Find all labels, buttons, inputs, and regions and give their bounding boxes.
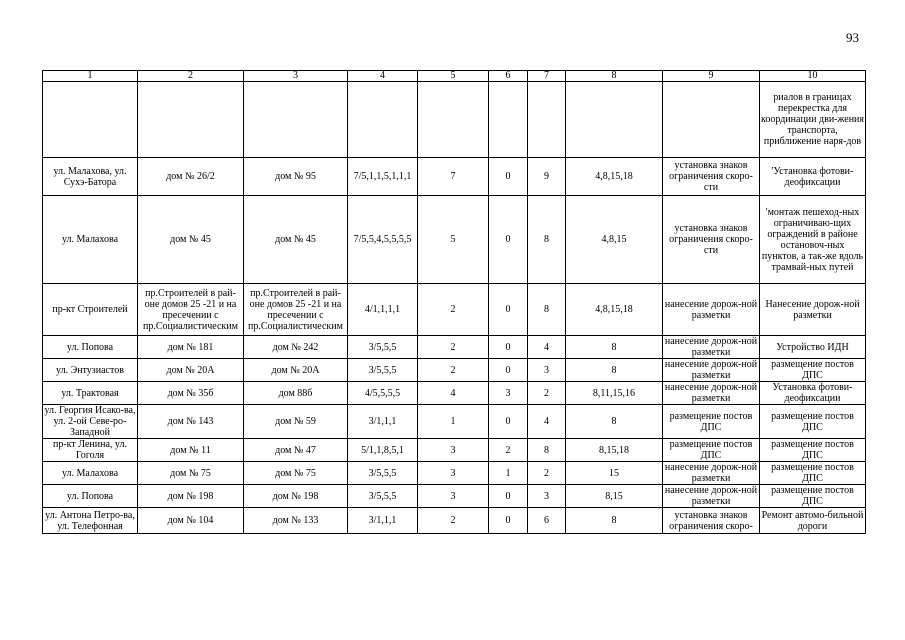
table-cell: пр-кт Ленина, ул. Гоголя — [43, 439, 138, 462]
table-cell: нанесение дорож-ной разметки — [663, 462, 760, 485]
table-cell: ул. Энтузиастов — [43, 359, 138, 382]
header-cell: 3 — [244, 71, 348, 82]
table-cell: 8 — [528, 439, 566, 462]
table-cell: ул. Малахова — [43, 462, 138, 485]
table-cell: 2 — [418, 359, 489, 382]
table-cell: Нанесение дорож-ной разметки — [760, 284, 866, 336]
table-cell: 4,8,15,18 — [566, 284, 663, 336]
table-cell: 4 — [528, 336, 566, 359]
table-cell: 0 — [489, 359, 528, 382]
table-cell: пр.Строителей в рай-оне домов 25 -21 и на пресечении с пр.Социалистическим — [244, 284, 348, 336]
table-cell: ул. Антона Петро-ва, ул. Телефонная — [43, 508, 138, 534]
table-cell: размещение постов ДПС — [760, 359, 866, 382]
header-cell: 9 — [663, 71, 760, 82]
table-cell: 3 — [418, 485, 489, 508]
table-cell: 'Установка фотови-деофиксации — [760, 158, 866, 196]
table-cell — [418, 82, 489, 158]
table-cell: 8 — [566, 508, 663, 534]
table-cell: 8,15,18 — [566, 439, 663, 462]
table-cell: дом № 26/2 — [138, 158, 244, 196]
table-cell: дом № 20А — [138, 359, 244, 382]
table-cell: 5/1,1,8,5,1 — [348, 439, 418, 462]
table-row — [43, 462, 866, 485]
table-cell — [528, 82, 566, 158]
table-cell: дом № 59 — [244, 405, 348, 439]
table-cell: 2 — [418, 336, 489, 359]
table-header-row — [43, 71, 866, 82]
table-cell: размещение постов ДПС — [760, 485, 866, 508]
table-cell: дом № 11 — [138, 439, 244, 462]
table-cell: установка знаков ограничения скоро- — [663, 508, 760, 534]
table-cell: 4/1,1,1,1 — [348, 284, 418, 336]
table-cell: дом № 198 — [244, 485, 348, 508]
table-cell: 5 — [418, 196, 489, 284]
table-cell: Ремонт автомо-бильной дороги — [760, 508, 866, 534]
table-cell: нанесение дорож-ной разметки — [663, 485, 760, 508]
table-cell: ул. Трактовая — [43, 382, 138, 405]
table-cell — [566, 82, 663, 158]
table-row — [43, 439, 866, 462]
header-cell: 8 — [566, 71, 663, 82]
table-cell: дом № 133 — [244, 508, 348, 534]
table-cell: 8,15 — [566, 485, 663, 508]
table-cell — [43, 82, 138, 158]
table-cell: 9 — [528, 158, 566, 196]
table-cell: 6 — [528, 508, 566, 534]
table-cell: дом № 104 — [138, 508, 244, 534]
table-row — [43, 382, 866, 405]
table-cell: 0 — [489, 508, 528, 534]
table-cell: 8,11,15,16 — [566, 382, 663, 405]
table-cell: 0 — [489, 196, 528, 284]
table-cell: пр.Строителей в рай-оне домов 25 -21 и на пресечении с пр.Социалистическим — [138, 284, 244, 336]
table-cell: 15 — [566, 462, 663, 485]
table-cell — [348, 82, 418, 158]
table-cell: 2 — [528, 382, 566, 405]
table-cell: 2 — [489, 439, 528, 462]
header-cell: 10 — [760, 71, 866, 82]
header-cell: 7 — [528, 71, 566, 82]
table-cell: дом № 20А — [244, 359, 348, 382]
table-cell: 3 — [528, 359, 566, 382]
table-cell: 8 — [566, 405, 663, 439]
header-cell: 1 — [43, 71, 138, 82]
table-row — [43, 508, 866, 534]
table-cell: нанесение дорож-ной разметки — [663, 284, 760, 336]
table-cell: дом № 45 — [138, 196, 244, 284]
table-cell: установка знаков ограничения скоро-сти — [663, 196, 760, 284]
table-cell: 8 — [528, 284, 566, 336]
table-cell: дом № 75 — [244, 462, 348, 485]
table-row — [43, 485, 866, 508]
table-cell: 3/5,5,5 — [348, 336, 418, 359]
header-cell: 4 — [348, 71, 418, 82]
table-cell: 4,8,15,18 — [566, 158, 663, 196]
table-cell: дом № 198 — [138, 485, 244, 508]
header-cell: 2 — [138, 71, 244, 82]
table-cell: 1 — [418, 405, 489, 439]
table-cell: 3 — [489, 382, 528, 405]
table-cell: 0 — [489, 284, 528, 336]
table-cell: 8 — [566, 359, 663, 382]
table-cell: 2 — [418, 284, 489, 336]
table-cell: размещение постов ДПС — [760, 405, 866, 439]
table-cell: 0 — [489, 485, 528, 508]
table-cell: 3 — [418, 462, 489, 485]
table-row — [43, 158, 866, 196]
table-cell: нанесение дорож-ной разметки — [663, 359, 760, 382]
table-cell: 0 — [489, 336, 528, 359]
table-row — [43, 284, 866, 336]
table-cell: ул. Малахова — [43, 196, 138, 284]
table-cell: размещение постов ДПС — [663, 439, 760, 462]
table-cell: 3/1,1,1 — [348, 405, 418, 439]
table-cell: 4 — [418, 382, 489, 405]
table-cell: ул. Малахова, ул. Сухэ-Батора — [43, 158, 138, 196]
header-cell: 5 — [418, 71, 489, 82]
table-cell: 1 — [489, 462, 528, 485]
table-cell: дом № 95 — [244, 158, 348, 196]
table-cell: пр-кт Строителей — [43, 284, 138, 336]
table-row — [43, 82, 866, 158]
table-row — [43, 196, 866, 284]
table-cell: Устройство ИДН — [760, 336, 866, 359]
table-cell: Установка фотови-деофиксации — [760, 382, 866, 405]
table-cell: дом № 45 — [244, 196, 348, 284]
table-cell: дом № 143 — [138, 405, 244, 439]
table-cell: 4/5,5,5,5 — [348, 382, 418, 405]
table-cell: размещение постов ДПС — [760, 439, 866, 462]
table-cell — [489, 82, 528, 158]
table-cell: ул. Попова — [43, 336, 138, 359]
table-cell: дом 88б — [244, 382, 348, 405]
table-cell: 2 — [418, 508, 489, 534]
table-cell: 3 — [418, 439, 489, 462]
table-cell: 7/5,5,4,5,5,5,5 — [348, 196, 418, 284]
table-cell: нанесение дорож-ной разметки — [663, 382, 760, 405]
table-cell: 7 — [418, 158, 489, 196]
table-cell: 3/1,1,1 — [348, 508, 418, 534]
table-cell: нанесение дорож-ной разметки — [663, 336, 760, 359]
table-cell: 8 — [528, 196, 566, 284]
table-cell: 8 — [566, 336, 663, 359]
table-cell: 7/5,1,1,5,1,1,1 — [348, 158, 418, 196]
table-cell: 0 — [489, 405, 528, 439]
table-cell: ул. Георгия Исако-ва, ул. 2-ой Севе-ро-Западной — [44, 405, 136, 438]
table-cell: риалов в границах перекрестка для координации дви-жения транспорта, приближение наря-дов — [760, 82, 866, 158]
table-cell: ул. Попова — [43, 485, 138, 508]
table-cell: дом № 47 — [244, 439, 348, 462]
table-cell: 3/5,5,5 — [348, 485, 418, 508]
table-cell: дом № 75 — [138, 462, 244, 485]
table-cell — [663, 82, 760, 158]
table-cell: 2 — [528, 462, 566, 485]
table-cell: размещение постов ДПС — [663, 405, 760, 439]
page-number: 93 — [846, 30, 859, 45]
table-cell — [244, 82, 348, 158]
table-cell: 4,8,15 — [566, 196, 663, 284]
table-cell: установка знаков ограничения скоро-сти — [663, 158, 760, 196]
header-cell: 6 — [489, 71, 528, 82]
table-cell: 3/5,5,5 — [348, 462, 418, 485]
table-cell: дом № 35б — [138, 382, 244, 405]
table-cell: 3 — [528, 485, 566, 508]
table-cell: 4 — [528, 405, 566, 439]
data-table — [42, 70, 866, 534]
table-cell: 3/5,5,5 — [348, 359, 418, 382]
table-row — [43, 405, 866, 439]
table-cell: 'монтаж пешеход-ных ограничиваю-щих ограждений в районе остановоч-ных пунктов, а так-же вдоль трамвай-ных путей — [760, 196, 866, 284]
table-row — [43, 359, 866, 382]
table-cell: дом № 242 — [244, 336, 348, 359]
table-row — [43, 336, 866, 359]
table-cell: дом № 181 — [138, 336, 244, 359]
table-cell — [138, 82, 244, 158]
table-cell: размещение постов ДПС — [760, 462, 866, 485]
table-cell: 0 — [489, 158, 528, 196]
